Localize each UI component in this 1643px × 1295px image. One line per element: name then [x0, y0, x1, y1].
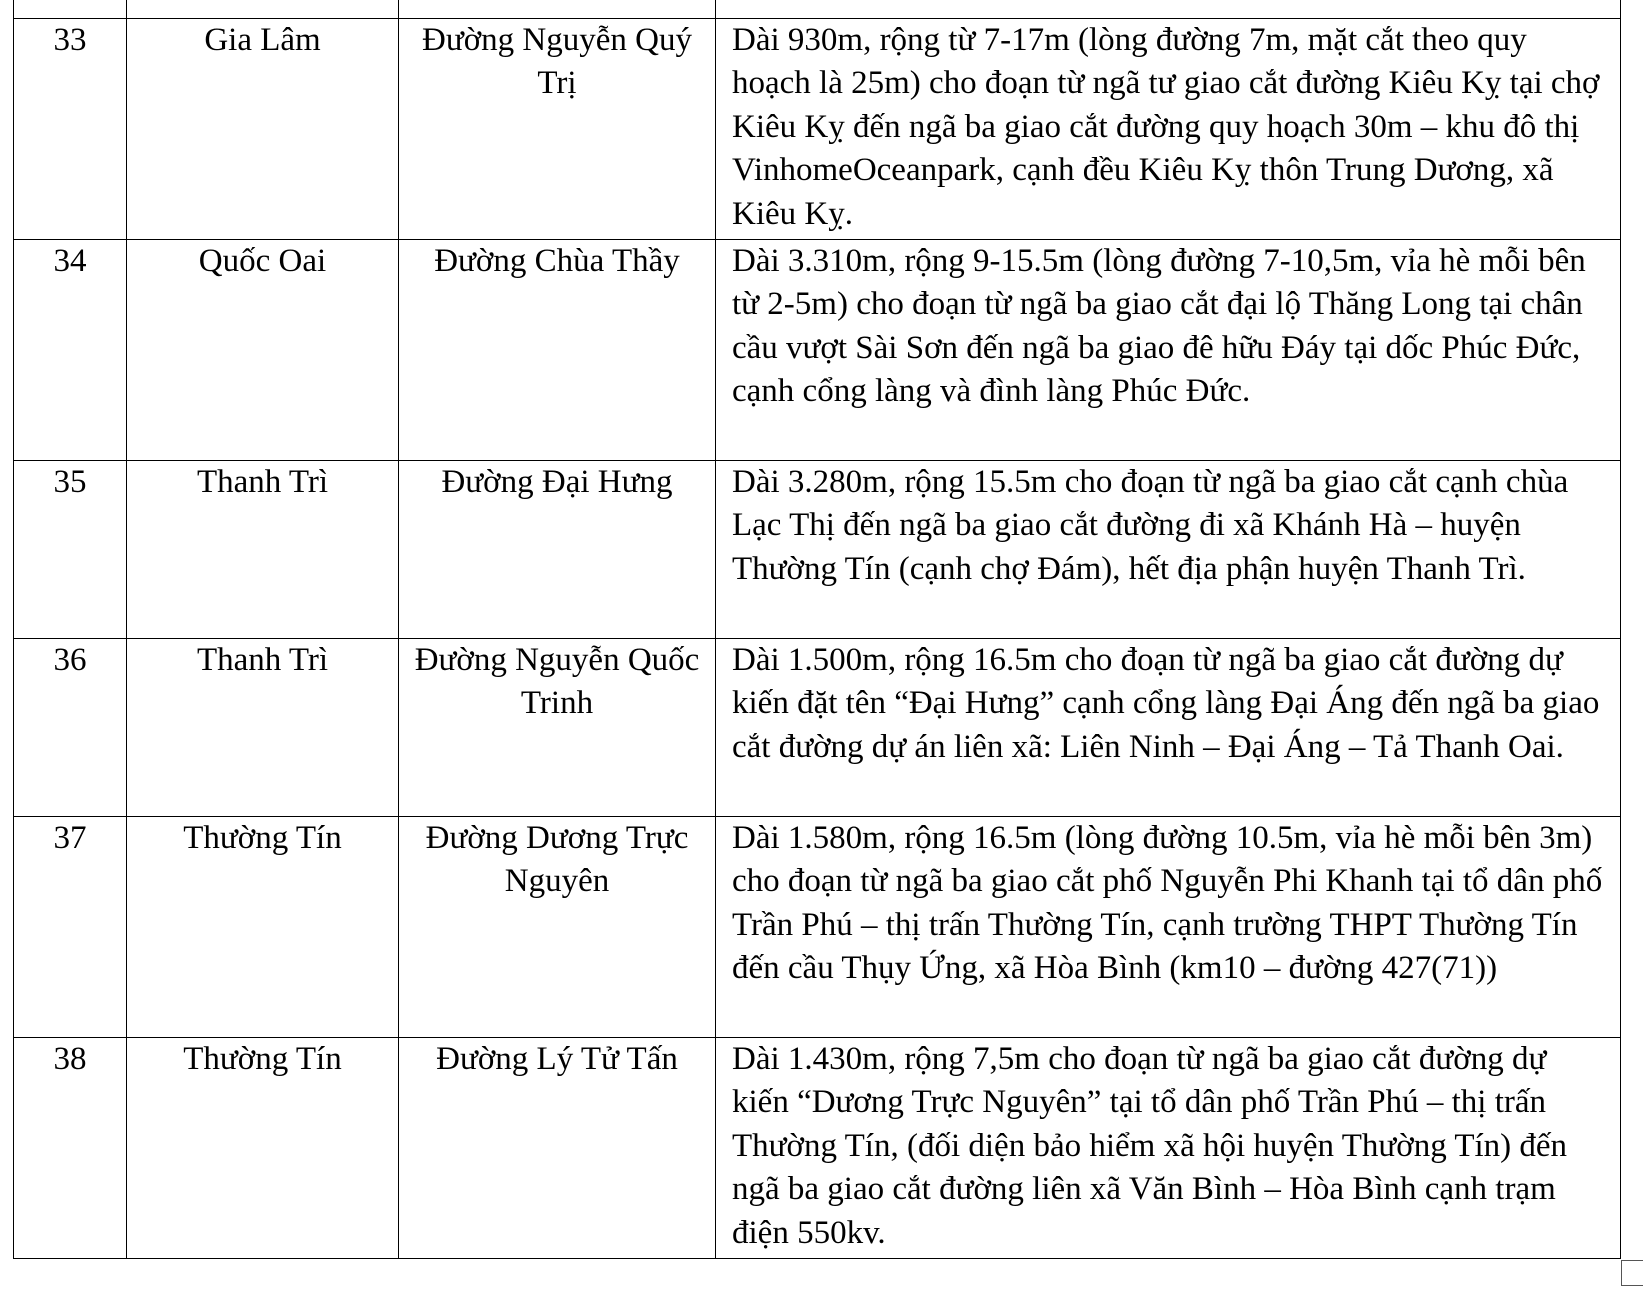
row-number: 33	[14, 19, 127, 240]
street-naming-table	[13, 0, 1621, 1259]
table-row-previous-cut	[14, 0, 1621, 19]
description-cell: Dài 930m, rộng từ 7-17m (lòng đường 7m, mặt cắt theo quy hoạch là 25m) cho đoạn từ ngã tư giao cắt đường Kiêu Kỵ tại chợ Kiêu Kỵ đến ngã ba giao cắt đường quy hoạch 30m – khu đô thị VinhomeOceanpark, cạnh đều Kiêu Kỵ thôn Trung Dương, xã Kiêu Kỵ.	[732, 22, 1600, 232]
description-cell: Dài 3.280m, rộng 15.5m cho đoạn từ ngã ba giao cắt cạnh chùa Lạc Thị đến ngã ba giao cắt đường đi xã Khánh Hà – huyện Thường Tín (cạnh chợ Đám), hết địa phận huyện Thanh Trì.	[732, 464, 1569, 587]
street-name-cell: Đường Đại Hưng	[441, 464, 673, 500]
street-name-cell: Đường Nguyễn Quốc Trinh	[414, 642, 700, 722]
district-cell: Thanh Trì	[127, 461, 399, 639]
street-name-cell: Đường Lý Tử Tấn	[436, 1041, 678, 1077]
row-number: 35	[14, 461, 127, 639]
description-cell: Dài 3.310m, rộng 9-15.5m (lòng đường 7-10,5m, vỉa hè mỗi bên từ 2-5m) cho đoạn từ ngã ba giao cắt đại lộ Thăng Long tại chân cầu vượt Sài Sơn đến ngã ba giao đê hữu Đáy tại dốc Phúc Đức, cạnh cổng làng và đình làng Phúc Đức.	[732, 243, 1586, 410]
table-row	[14, 461, 1621, 639]
row-number: 36	[14, 639, 127, 817]
row-number: 38	[14, 1038, 127, 1259]
row-number: 34	[14, 240, 127, 461]
table-row	[14, 639, 1621, 817]
district-cell: Thanh Trì	[127, 639, 399, 817]
table-cell	[14, 0, 127, 19]
row-number: 37	[14, 817, 127, 1038]
table-row	[14, 240, 1621, 461]
street-name-cell: Đường Nguyễn Quý Trị	[422, 22, 692, 102]
description-cell: Dài 1.500m, rộng 16.5m cho đoạn từ ngã ba giao cắt đường dự kiến đặt tên “Đại Hưng” cạnh cổng làng Đại Áng đến ngã ba giao cắt đường dự án liên xã: Liên Ninh – Đại Áng – Tả Thanh Oai.	[732, 642, 1600, 765]
table-cell	[399, 0, 716, 19]
table-cell	[127, 0, 399, 19]
table-cell	[716, 0, 1621, 19]
table-row	[14, 817, 1621, 1038]
table-row	[14, 1038, 1621, 1259]
district-cell: Thường Tín	[127, 1038, 399, 1259]
district-cell: Gia Lâm	[127, 19, 399, 240]
street-name-cell: Đường Dương Trực Nguyên	[425, 820, 689, 900]
page-edge-marker	[1621, 1260, 1643, 1286]
description-cell: Dài 1.430m, rộng 7,5m cho đoạn từ ngã ba giao cắt đường dự kiến “Dương Trực Nguyên” tại tổ dân phố Trần Phú – thị trấn Thường Tín, (đối diện bảo hiểm xã hội huyện Thường Tín) đến ngã ba giao cắt đường liên xã Văn Bình – Hòa Bình cạnh trạm điện 550kv.	[732, 1041, 1568, 1251]
district-cell: Quốc Oai	[127, 240, 399, 461]
district-cell: Thường Tín	[127, 817, 399, 1038]
street-name-cell: Đường Chùa Thầy	[434, 243, 680, 279]
description-cell: Dài 1.580m, rộng 16.5m (lòng đường 10.5m, vỉa hè mỗi bên 3m) cho đoạn từ ngã ba giao cắt phố Nguyễn Phi Khanh tại tổ dân phố Trần Phú – thị trấn Thường Tín, cạnh trường THPT Thường Tín đến cầu Thụy Ứng, xã Hòa Bình (km10 – đường 427(71))	[732, 820, 1603, 987]
table-row	[14, 19, 1621, 240]
